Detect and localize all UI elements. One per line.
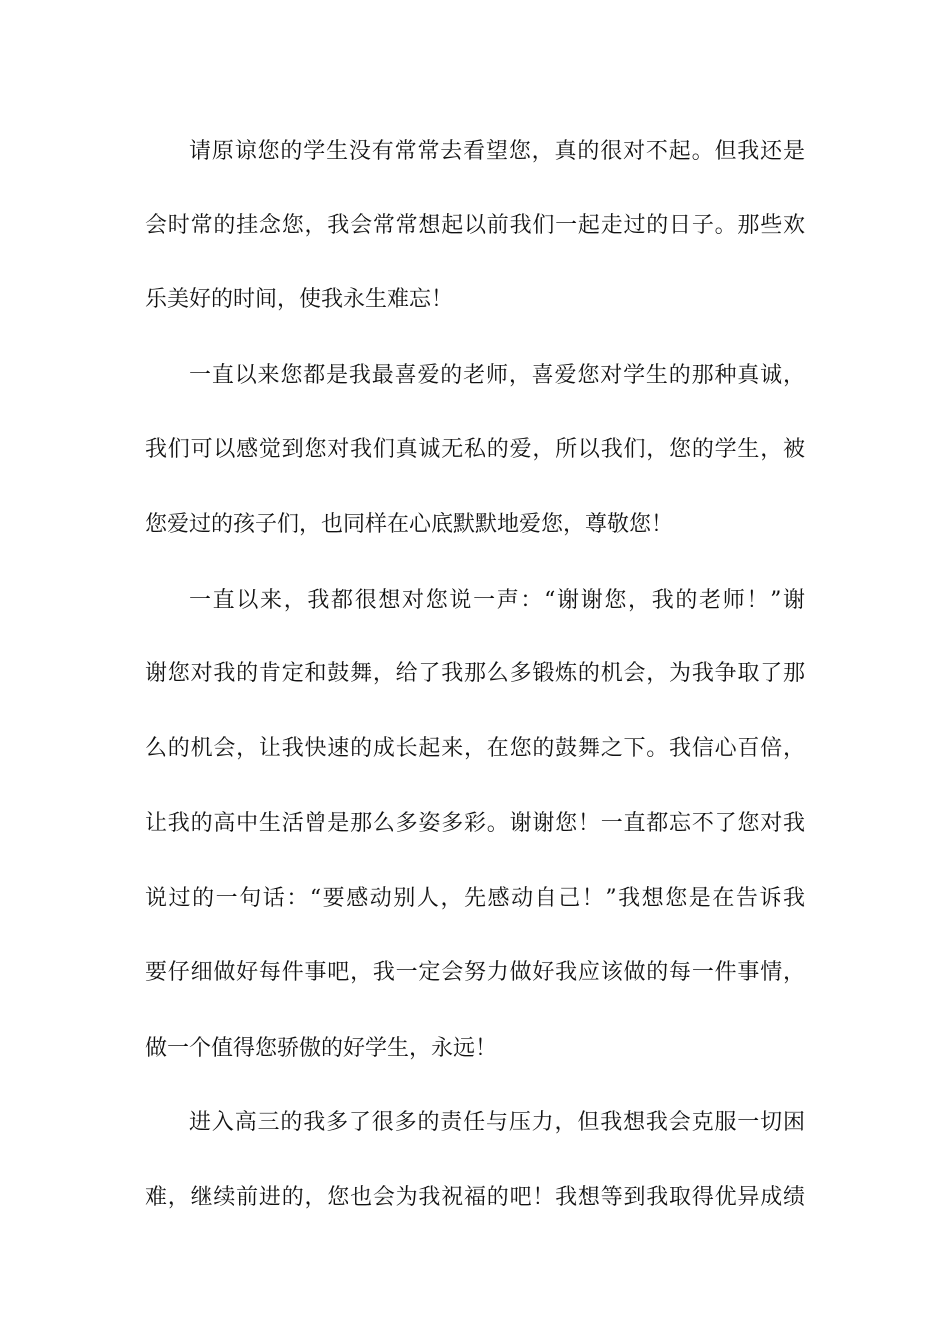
paragraph-2-line-1: 一直以来您都是我最喜爱的老师，喜爱您对学生的那种真诚， (189, 363, 805, 388)
paragraph-4-line-1: 进入高三的我多了很多的责任与压力，但我想我会克服一切困 (189, 1110, 805, 1135)
paragraph-1-line-3: 乐美好的时间，使我永生难忘！ (145, 287, 454, 312)
paragraph-3-line-2: 谢您对我的肯定和鼓舞，给了我那么多锻炼的机会，为我争取了那 (145, 661, 805, 686)
paragraph-3-line-1: 一直以来，我都很想对您说一声：“谢谢您，我的老师！”谢 (189, 588, 805, 613)
paragraph-3-line-6: 要仔细做好每件事吧，我一定会努力做好我应该做的每一件事情， (145, 960, 805, 985)
paragraph-2-line-3: 您爱过的孩子们，也同样在心底默默地爱您，尊敬您！ (145, 512, 674, 537)
paragraph-3-line-3: 么的机会，让我快速的成长起来，在您的鼓舞之下。我信心百倍， (145, 736, 805, 761)
paragraph-3-line-7: 做一个值得您骄傲的好学生，永远！ (145, 1036, 498, 1061)
paragraph-4-line-2: 难，继续前进的，您也会为我祝福的吧！我想等到我取得优异成绩 (145, 1185, 805, 1210)
paragraph-1-line-1: 请原谅您的学生没有常常去看望您，真的很对不起。但我还是 (189, 139, 805, 164)
paragraph-3-line-4: 让我的高中生活曾是那么多姿多彩。谢谢您！一直都忘不了您对我 (145, 811, 805, 836)
paragraph-1-line-2: 会时常的挂念您，我会常常想起以前我们一起走过的日子。那些欢 (145, 213, 805, 238)
paragraph-3-line-5: 说过的一句话：“要感动别人，先感动自己！”我想您是在告诉我 (145, 886, 805, 911)
paragraph-2-line-2: 我们可以感觉到您对我们真诚无私的爱，所以我们，您的学生，被 (145, 437, 805, 462)
